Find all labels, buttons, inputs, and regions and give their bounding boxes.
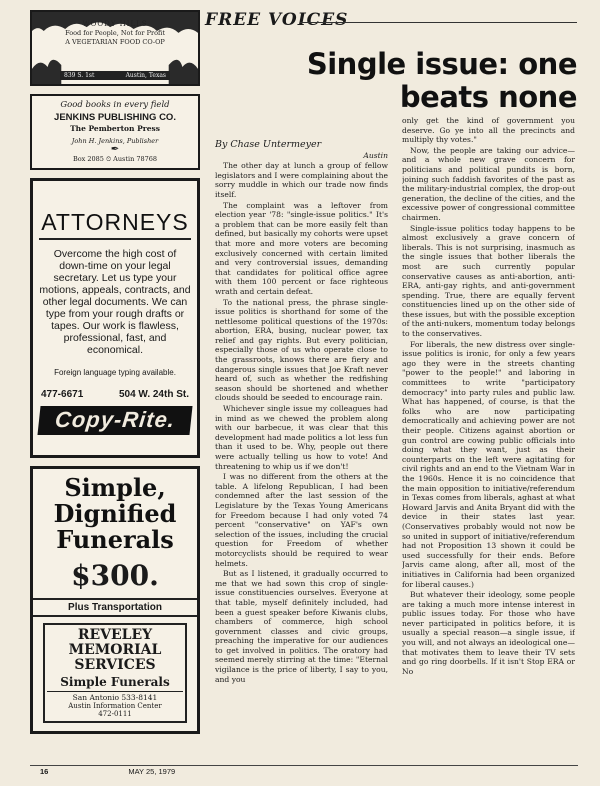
coop-address: 839 S. 1st: [64, 72, 95, 79]
paragraph: Whichever single issue my colleagues had in mind as we chewed the problem along with our barbecue, it was clear that this development had made politics a lot less fun than it used to be. Why, people out there were actually telling us how to vote! And threatening to whip us if we don't!: [215, 404, 388, 471]
coop-address-bar: [60, 71, 170, 80]
clock-logo-icon: ⏲: [106, 155, 112, 163]
coop-city: Austin, Texas: [125, 72, 166, 79]
page-number: 16: [40, 767, 49, 776]
paragraph: The other day at lunch a group of fellow legislators and I were complaining about the sorry muddle in which our trade now finds itself.: [215, 161, 388, 199]
funerals-simple: Simple Funerals: [60, 675, 170, 689]
article-column-1: [215, 140, 388, 752]
attorneys-heading: ATTORNEYS: [39, 209, 191, 240]
attorneys-body: Overcome the high cost of down-time on your legal secretary. Let us type your motions, appeals, contracts, and other legal documents. We can type from your rough drafts or tapes. Our work is flawless, professional, fast, and economical.: [39, 248, 191, 356]
headline-line-2: beats none: [399, 80, 577, 114]
funerals-austin: Austin Information Center: [68, 702, 162, 710]
paragraph: For liberals, the new distress over single-issue politics is ironic, for only a few years ago they were in the streets chanting "power to the people!" and laboring in committees to write "participatory democracy" into party rules and public law. What has happened, of course, is that the folks who are now participating democratically and achieving power are not their people. Citizens against abortion or gun control are cowing public officials into doing what they want, just as their counterparts on the left were agitating for civil rights and an end to the Vietnam War in the 1960s. Hence it is no coincidence that the main opposition to initiative/referendum in Texas comes from liberals, aghast at what Howard Jarvis and Anita Bryant did with the device in their states last year. (Conservatives probably would not now be so united in support of initiative/referendum had not Proposition 13 shown it could be used successfully for their ends. Before Jarvis came along, after all, most of the initiatives in California had been organized for liberal causes.): [402, 339, 575, 589]
section-label: FREE VOICES: [205, 10, 577, 30]
headline-line-1: Single issue: one: [306, 47, 577, 81]
jenkins-ad: [30, 94, 200, 170]
article-body: [215, 116, 575, 752]
jenkins-press: The Pemberton Press: [70, 124, 160, 133]
funerals-price: $300.: [71, 559, 159, 592]
paragraph: Single-issue politics today happens to be almost exclusively a grave concern of liberals. This is not surprising, inasmuch as the single issues that bother liberals the most are such currently popular conservative causes as anti-abortion, anti-ERA, anti-gay rights, and anti-government spending. True, there are equally fervent constituencies lined up on the other side of these issues, but with the possible exception of the anti-nukers, momentum today belongs to the conservatives.: [402, 223, 575, 339]
paragraph: only get the kind of government you deserve. Go ye into all the precincts and multiply thy votes.": [402, 116, 575, 145]
coop-name: WOODY HILLS: [82, 20, 148, 28]
paragraph: I was no different from the others at the table. A lifelong Republican, I had been condemned after the last session of the Legislature by the Texas Young Americans for Freedom because I had only voted 74 percent "conservative" on YAF's own selection of the issues, including the crucial question for Freedom of whether motorcyclists should be required to wear helmets.: [215, 472, 388, 568]
attorneys-address: 504 W. 24th St.: [118, 389, 189, 400]
attorneys-ad: [30, 178, 200, 458]
coop-text: [32, 20, 198, 47]
headline: [205, 48, 577, 114]
funerals-austin-phone: 472-0111: [98, 710, 132, 718]
funerals-san-antonio: San Antonio 533-8141: [47, 691, 183, 702]
coop-slogan: Food for People, Not for Profit: [65, 29, 165, 37]
dateline: Austin: [363, 150, 388, 160]
jenkins-box: Box 2085: [72, 155, 104, 163]
funerals-box: [43, 623, 187, 723]
paragraph: Now, the people are taking our advice—and a whole new grave concern for politicians and political pundits is born, joining such faddish favorites of the past as the military-industrial complex, the drop-out generation, the decline of the cities, and the excessive power of congressional committee chairmen.: [402, 145, 575, 222]
paragraph: The complaint was a leftover from election year '78: "single-issue politics." It's a problem that can be more easily felt than defined, but basically my cohorts were upset that more and more voters are becoming exclusively concerned with certain limited and very controversial issues, demanding that candidates for political office agree with them 100 percent or face righteous wrath and certain defeat.: [215, 200, 388, 296]
attorneys-phone: 477-6671: [41, 389, 84, 400]
attorneys-contact: [39, 389, 191, 400]
funerals-ad: [30, 466, 200, 734]
jenkins-company: JENKINS PUBLISHING CO.: [54, 112, 176, 123]
attorneys-foreign: Foreign language typing available.: [54, 368, 176, 377]
coop-ad: [30, 10, 200, 86]
coop-tagline: A VEGETARIAN FOOD CO-OP: [65, 38, 165, 46]
quill-icon: ✒: [110, 144, 120, 155]
article-column-2: [402, 116, 575, 752]
copy-rite-logo: Copy-Rite.: [37, 406, 192, 435]
bottom-rule: [30, 765, 578, 766]
jenkins-city: Austin 78768: [113, 155, 158, 163]
jenkins-slogan: Good books in every field: [60, 100, 170, 110]
paragraph: But as I listened, it gradually occurred to me that we had sown this crop of single-issue constituencies ourselves. Everyone at that table, myself definitely included, had been a guest speaker before Kiwanis clubs, chambers of commerce, high school government classes and civic groups, preaching the imperative for our audiences to get involved in politics. The oratory had seemed merely stirring at the time: "Eternal vigilance is the price of liberty, I say to you, and you: [215, 569, 388, 684]
jenkins-address: [32, 155, 198, 164]
page-footer: [40, 767, 175, 776]
issue-date: MAY 25, 1979: [128, 767, 176, 776]
paragraph: But whatever their ideology, some people are taking a much more intense interest in public issues today. For those who have never participated in politics before, it is usually a special reason—a single issue, if you will, and not always an ideological one—that motivates them to leave their TV sets and go ring doorbells. If it isn't Stop ERA or No: [402, 590, 575, 676]
funerals-name: REVELEY MEMORIAL SERVICES: [68, 627, 162, 673]
funerals-plus: Plus Transportation: [33, 598, 197, 617]
jenkins-publisher: John H. Jenkins, Publisher: [71, 137, 159, 145]
funerals-heading: Simple, Dignified Funerals: [53, 473, 177, 554]
paragraph: To the national press, the phrase single-issue politics is shorthand for some of the nettlesome political questions of the 1970s: abortion, ERA, busing, nuclear power, tax relief and gay rights. But every politician, especially those of us who operate close to the grassroots, knows there are fiery and dangerous single issues that Joe Kraft never heard of, such as whether the redfishing season should be shortened and whether clouds should be seeded to encourage rain.: [215, 297, 388, 403]
byline: By Chase Untermeyer: [215, 140, 322, 150]
ad-column: [30, 10, 200, 742]
